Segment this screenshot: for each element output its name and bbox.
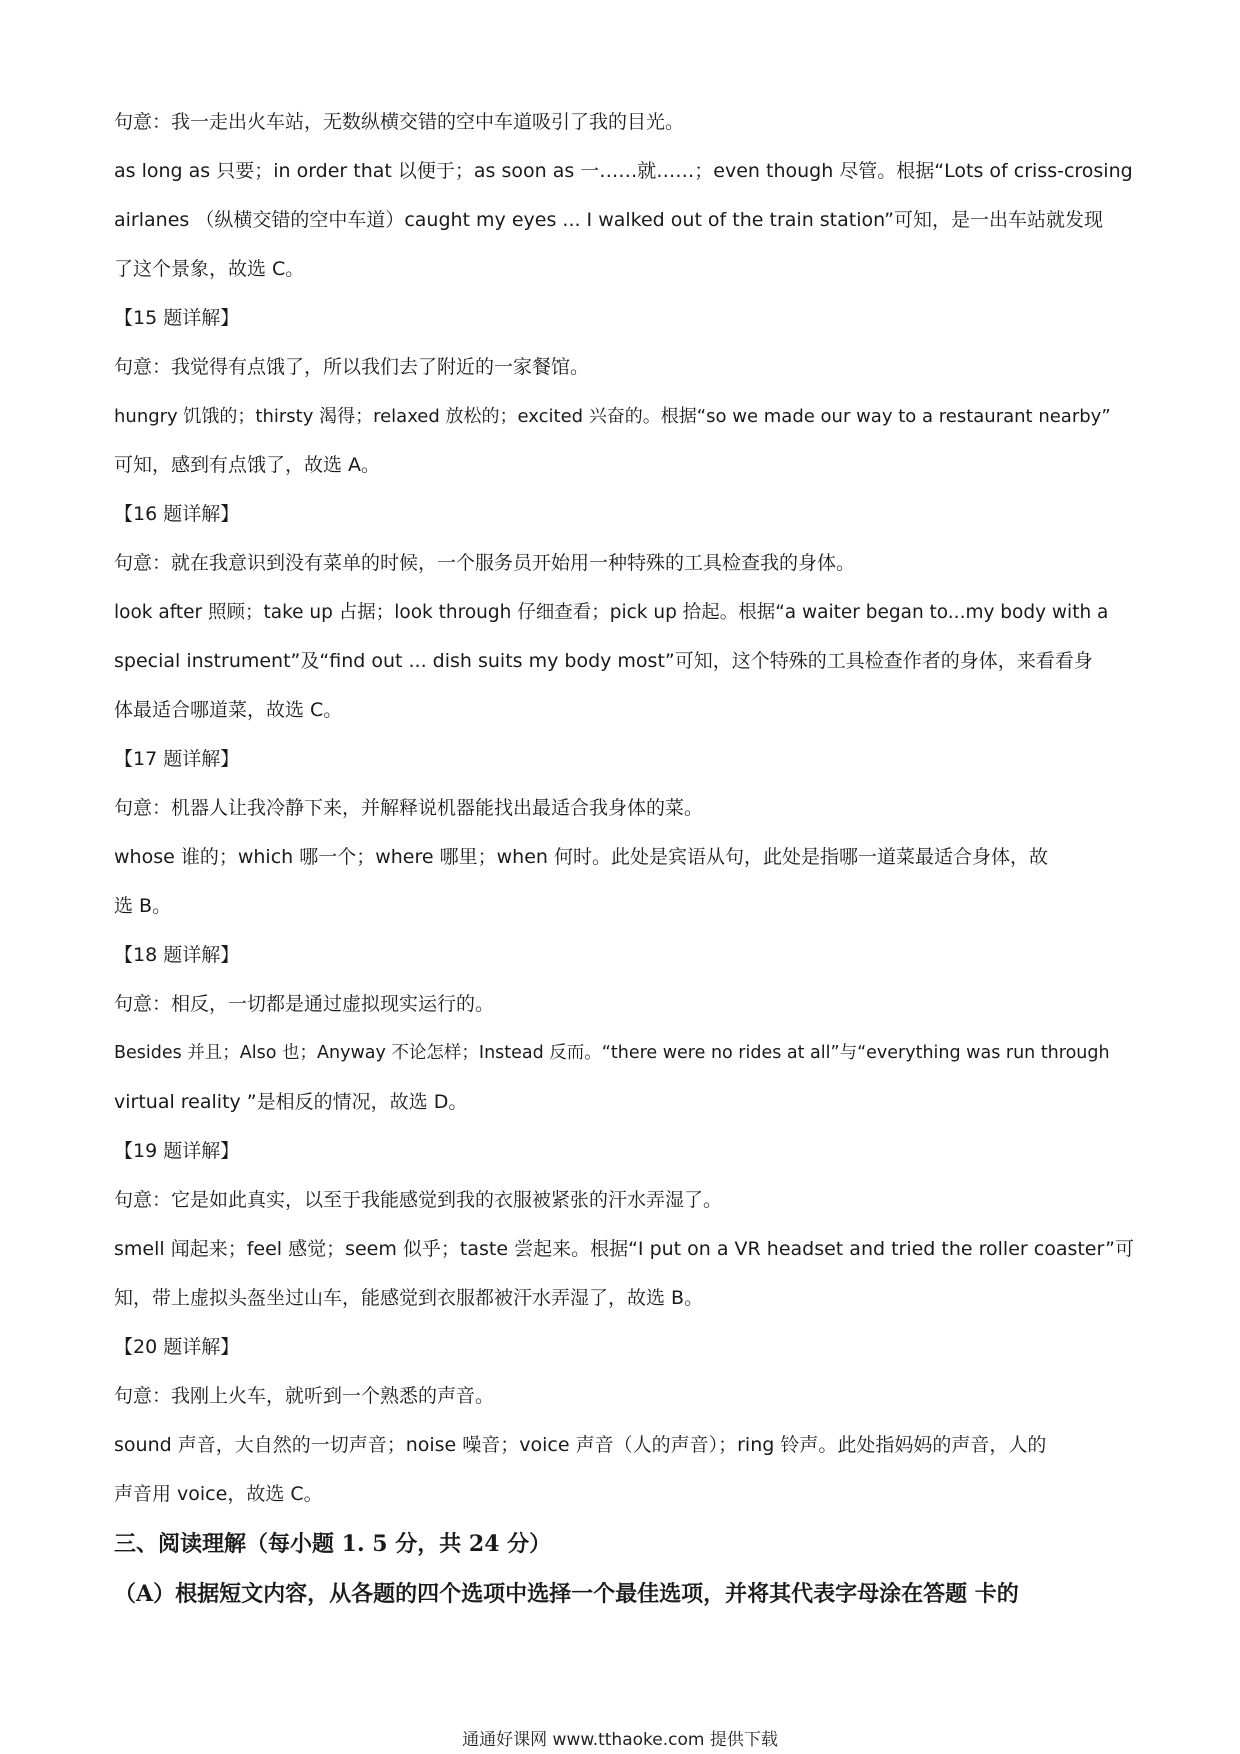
question-heading-19: 【19 题详解】 bbox=[114, 1140, 240, 1162]
text-line: 声音用 voice，故选 C。 bbox=[114, 1483, 323, 1505]
question-heading-18: 【18 题详解】 bbox=[114, 944, 240, 966]
text-line: 体最适合哪道菜，故选 C。 bbox=[114, 699, 343, 721]
page-footer: 通通好课网 www.tthaoke.com 提供下载 bbox=[462, 1730, 778, 1750]
question-heading-20: 【20 题详解】 bbox=[114, 1336, 240, 1358]
question-heading-15: 【15 题详解】 bbox=[114, 307, 240, 329]
text-line: 句意：它是如此真实，以至于我能感觉到我的衣服被紧张的汗水弄湿了。 bbox=[114, 1189, 723, 1211]
text-line: special instrument”及“find out ... dish suits my body most”可知，这个特殊的工具检查作者的身体，来看看身 bbox=[114, 650, 1093, 672]
text-line: smell 闻起来；feel 感觉；seem 似乎；taste 尝起来。根据“I put on a VR headset and tried the roller coaster”可 bbox=[114, 1238, 1134, 1260]
question-heading-17: 【17 题详解】 bbox=[114, 748, 240, 770]
text-line: virtual reality ”是相反的情况，故选 D。 bbox=[114, 1091, 468, 1113]
section-title: 三、阅读理解（每小题 1. 5 分，共 24 分） bbox=[114, 1531, 552, 1557]
text-line: 可知，感到有点饿了，故选 A。 bbox=[114, 454, 381, 476]
text-line: as long as 只要；in order that 以便于；as soon as 一……就……；even though 尽管。根据“Lots of criss-crosing bbox=[114, 160, 1133, 182]
text-line: 句意：就在我意识到没有菜单的时候，一个服务员开始用一种特殊的工具检查我的身体。 bbox=[114, 552, 856, 574]
document-body bbox=[114, 98, 1134, 1619]
text-line: 句意：我一走出火车站，无数纵横交错的空中车道吸引了我的目光。 bbox=[114, 111, 685, 133]
question-heading-16: 【16 题详解】 bbox=[114, 503, 240, 525]
text-line: sound 声音，大自然的一切声音；noise 噪音；voice 声音（人的声音）；ring 铃声。此处指妈妈的声音，人的 bbox=[114, 1434, 1047, 1456]
text-line: 句意：我觉得有点饿了，所以我们去了附近的一家餐馆。 bbox=[114, 356, 590, 378]
text-line: 句意：机器人让我冷静下来，并解释说机器能找出最适合我身体的菜。 bbox=[114, 797, 704, 819]
text-line: 句意：我刚上火车，就听到一个熟悉的声音。 bbox=[114, 1385, 495, 1407]
text-line: 句意：相反，一切都是通过虚拟现实运行的。 bbox=[114, 993, 495, 1015]
text-line: hungry 饥饿的；thirsty 渴得；relaxed 放松的；excited 兴奋的。根据“so we made our way to a restaurant nearby” bbox=[114, 406, 1111, 427]
section-subtitle: （A）根据短文内容，从各题的四个选项中选择一个最佳选项，并将其代表字母涂在答题 卡的 bbox=[114, 1581, 1019, 1607]
text-line: airlanes （纵横交错的空中车道）caught my eyes ... I walked out of the train station”可知，是一出车站就发现 bbox=[114, 209, 1103, 231]
text-line: Besides 并且；Also 也；Anyway 不论怎样；Instead 反而。“there were no rides at all”与“everything was run through bbox=[114, 1043, 1110, 1063]
text-line: look after 照顾；take up 占据；look through 仔细查看；pick up 拾起。根据“a waiter began to...my body with a bbox=[114, 602, 1109, 623]
text-line: 了这个景象，故选 C。 bbox=[114, 258, 305, 280]
text-line: 选 B。 bbox=[114, 895, 172, 917]
text-line: 知，带上虚拟头盔坐过山车，能感觉到衣服都被汗水弄湿了，故选 B。 bbox=[114, 1287, 704, 1309]
text-line: whose 谁的；which 哪一个；where 哪里；when 何时。此处是宾语从句，此处是指哪一道菜最适合身体，故 bbox=[114, 846, 1048, 868]
